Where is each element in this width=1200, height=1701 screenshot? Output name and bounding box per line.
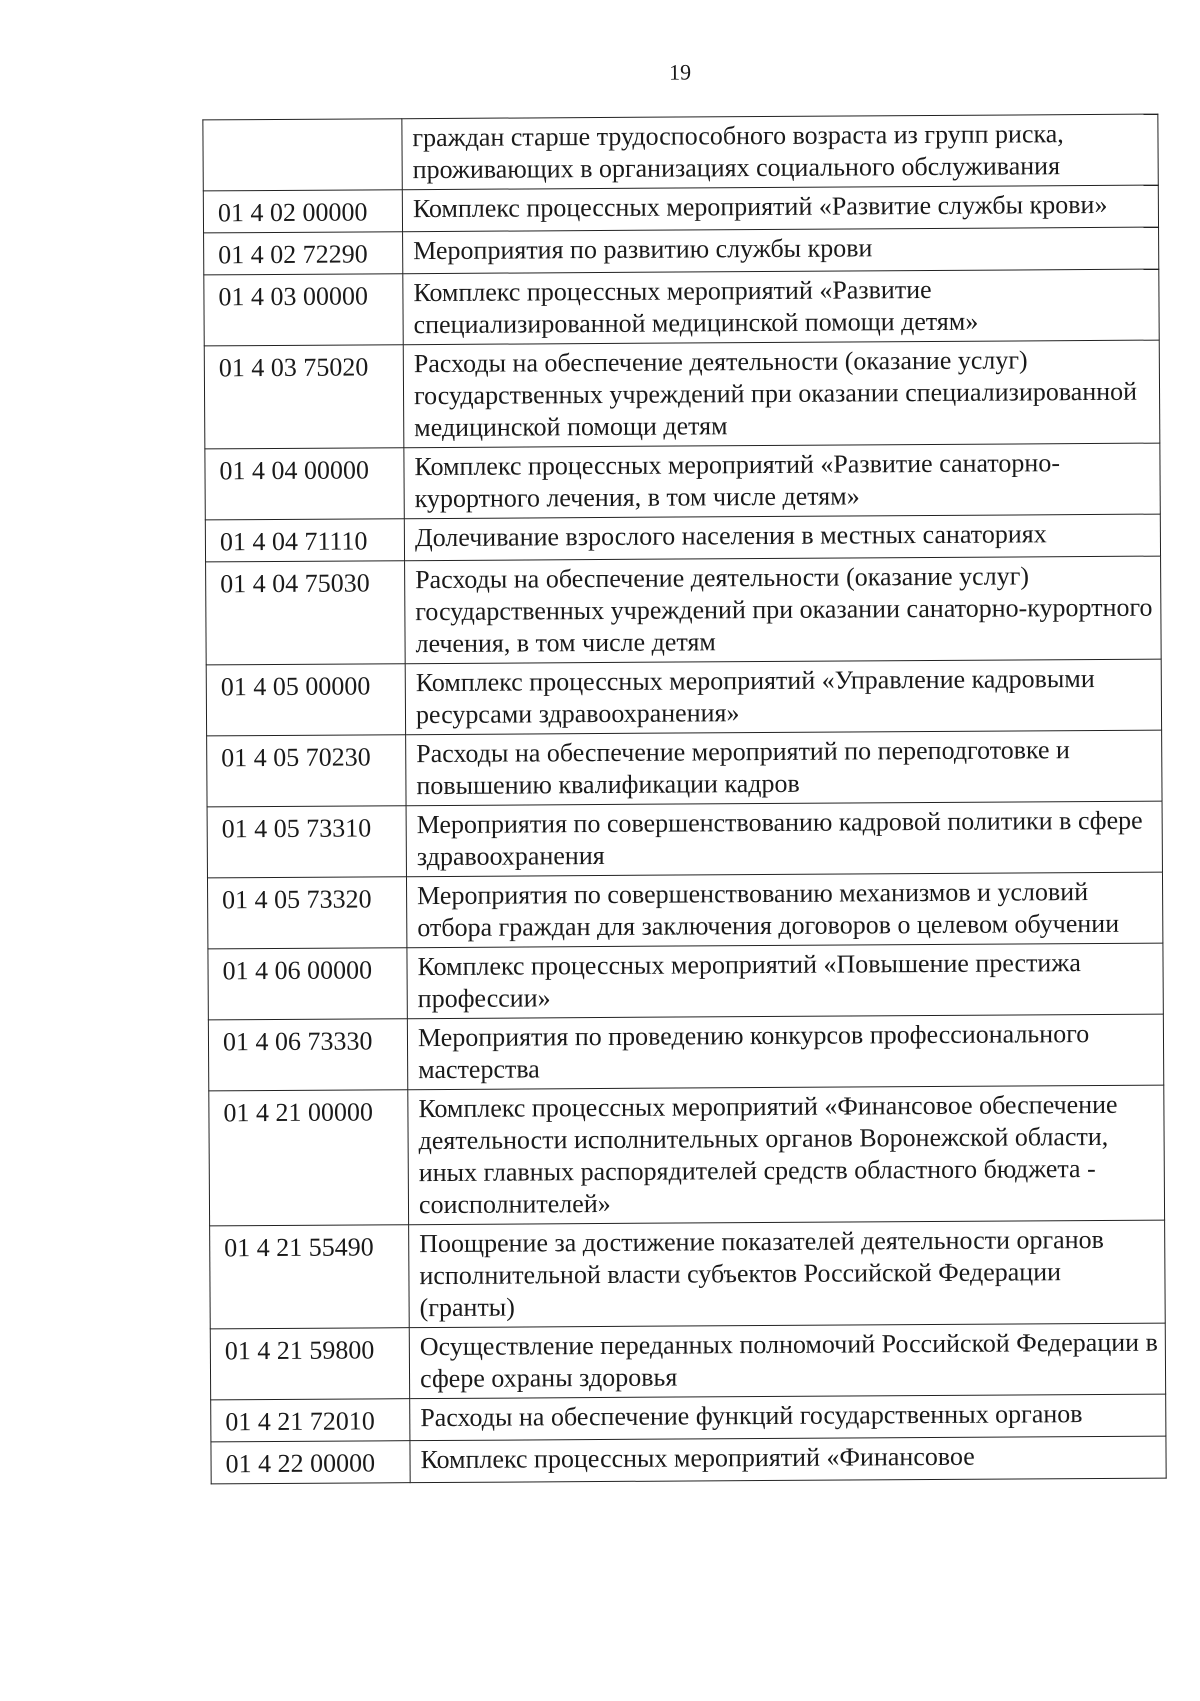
table-row <box>205 443 1160 520</box>
table-body <box>203 114 1166 1484</box>
row-code-cell: 01 4 04 71110 <box>205 519 404 562</box>
row-code-cell: 01 4 02 00000 <box>203 190 402 233</box>
table-row <box>210 1323 1165 1400</box>
table-row <box>206 556 1162 665</box>
table-row <box>206 659 1161 736</box>
row-code-cell: 01 4 05 70230 <box>207 735 406 807</box>
row-name-cell: Долечивание взрослого населения в местных санаториях <box>404 514 1160 561</box>
row-code-cell: 01 4 05 73320 <box>207 877 406 949</box>
page-number: 19 <box>668 59 692 85</box>
row-name-cell: Поощрение за достижение показателей деятельности органов исполнительной власти субъектов Российской Федерации (гранты) <box>409 1220 1166 1328</box>
row-code-cell: 01 4 03 00000 <box>204 274 403 346</box>
row-code-cell: 01 4 04 75030 <box>206 561 406 665</box>
row-code-cell: 01 4 06 00000 <box>208 948 407 1020</box>
table-row <box>207 801 1162 878</box>
row-name-cell: Расходы на обеспечение функций государственных органов <box>410 1394 1166 1441</box>
row-name-cell: Комплекс процессных мероприятий «Финансовое <box>410 1436 1166 1483</box>
table-row <box>208 1014 1163 1091</box>
row-name-cell: Комплекс процессных мероприятий «Развитие службы крови» <box>402 185 1158 232</box>
row-name-cell: Мероприятия по совершенствованию механизмов и условий отбора граждан для заключения договоров о целевом обучении <box>406 872 1162 948</box>
row-name-cell: Комплекс процессных мероприятий «Развитие специализированной медицинской помощи детям» <box>403 269 1159 345</box>
row-name-cell: граждан старше трудоспособного возраста из групп риска, проживающих в организациях социального обслуживания <box>402 114 1158 190</box>
table-row <box>210 1220 1166 1329</box>
row-name-cell: Расходы на обеспечение мероприятий по переподготовке и повышению квалификации кадров <box>406 730 1162 806</box>
row-code-cell: 01 4 21 00000 <box>209 1090 409 1226</box>
row-name-cell: Мероприятия по развитию службы крови <box>403 227 1159 274</box>
row-name-cell: Расходы на обеспечение деятельности (оказание услуг) государственных учреждений при оказании санаторно-курортного лечения, в том числе детям <box>405 556 1162 664</box>
row-name-cell: Комплекс процессных мероприятий «Повышение престижа профессии» <box>407 943 1163 1019</box>
row-name-cell: Комплекс процессных мероприятий «Финансовое обеспечение деятельности исполнительных органов Воронежской области, иных главных распорядителей средств областного бюджета - соисполнителей» <box>408 1085 1165 1225</box>
table-row <box>205 514 1160 562</box>
row-code-cell: 01 4 02 72290 <box>204 232 403 275</box>
row-name-cell: Мероприятия по проведению конкурсов профессионального мастерства <box>407 1014 1163 1090</box>
row-name-cell: Комплекс процессных мероприятий «Развитие санаторно-курортного лечения, в том числе детям» <box>404 443 1160 519</box>
row-name-cell: Расходы на обеспечение деятельности (оказание услуг) государственных учреждений при оказании специализированной медицинской помощи детям <box>403 340 1160 448</box>
row-code-cell: 01 4 03 75020 <box>204 345 404 449</box>
row-name-cell: Мероприятия по совершенствованию кадровой политики в сфере здравоохранения <box>406 801 1162 877</box>
budget-classification-table <box>202 114 1166 1485</box>
row-code-cell: 01 4 05 73310 <box>207 806 406 878</box>
row-name-cell: Комплекс процессных мероприятий «Управление кадровыми ресурсами здравоохранения» <box>405 659 1161 735</box>
table-row <box>203 114 1158 191</box>
row-code-cell: 01 4 21 59800 <box>210 1328 409 1400</box>
row-code-cell: 01 4 21 72010 <box>211 1399 410 1442</box>
table-row <box>208 943 1163 1020</box>
table-row <box>203 185 1158 233</box>
table-row <box>207 730 1162 807</box>
table-row <box>211 1394 1166 1442</box>
row-code-cell <box>203 119 402 191</box>
table-row <box>209 1085 1165 1226</box>
table-row <box>204 340 1160 449</box>
table-row <box>211 1436 1166 1484</box>
row-code-cell: 01 4 22 00000 <box>211 1441 410 1484</box>
table-row <box>204 269 1159 346</box>
table-row <box>204 227 1159 275</box>
row-name-cell: Осуществление переданных полномочий Российской Федерации в сфере охраны здоровья <box>409 1323 1165 1399</box>
row-code-cell: 01 4 04 00000 <box>205 448 404 520</box>
table-row <box>207 872 1162 949</box>
row-code-cell: 01 4 06 73330 <box>208 1019 407 1091</box>
row-code-cell: 01 4 21 55490 <box>210 1225 410 1329</box>
row-code-cell: 01 4 05 00000 <box>206 664 405 736</box>
